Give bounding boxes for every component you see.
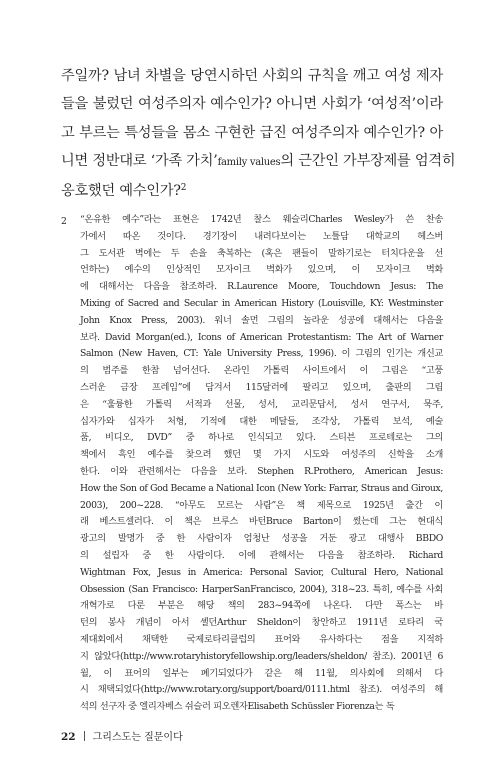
text-segment: 옹호했던 예수인가? xyxy=(61,183,181,200)
book-title: 그리스도는 질문이다 xyxy=(92,732,183,743)
footnote-line: 지 않았다(http://www.rotaryhistoryfellowship.org/leaders/sheldon/ 참조). 2001년 6 xyxy=(80,650,443,662)
footnote-line: John Knox Press, 2003). 워너 솔먼 그림의 놀라운 성공에 대해서는 다음을 xyxy=(80,314,443,326)
footnote-line: 십자가와 십자가 처형, 기적에 대한 메달들, 조각상, 가톨릭 보석, 예술 xyxy=(80,415,443,427)
footnote-line: How the Son of God Became a National Icon (New York: Farrar, Straus and Giroux, xyxy=(80,482,443,494)
footnote-line: 제대회에서 채택한 국제로타리클럽의 표어와 유사하다는 점을 지적하 xyxy=(80,633,443,645)
footnote-line: 스러운 금장 프레임”에 담겨서 115달러에 팔리고 있으며, 출판의 그림 xyxy=(80,381,443,393)
footnote-line: Obsession (San Francisco: HarperSanFrancisco, 2004), 318~23. 특히, 예수를 사회 xyxy=(80,583,443,595)
footnote-line: Wightman Fox, Jesus in America: Personal Savior, Cultural Hero, National xyxy=(80,566,443,578)
text-segment: 의 근간인 가부장제를 엄격히 xyxy=(280,152,456,169)
text-line xyxy=(61,147,456,177)
text-line: 고 부르는 특성들을 몸소 구현한 급진 여성주의자 예수인가? 아 xyxy=(61,124,443,141)
inline-gloss: family values xyxy=(217,156,281,168)
footnote-line: 광고의 발명가 중 한 사람이자 엄청난 성공을 거둔 광고 대행사 BBDO xyxy=(80,533,443,545)
footnote-line: 월, 이 표어의 일부는 폐기되었다가 같은 해 11월, 의사회에 의해서 다 xyxy=(80,667,443,679)
footnote-line: 개혁가로 다룬 부분은 해당 책의 283~94쪽에 나온다. 다만 폭스는 바 xyxy=(80,600,443,612)
footer-divider xyxy=(84,731,85,741)
footnote-line: 의 설립자 중 한 사람이다. 이에 관해서는 다음을 참조하라. Richard xyxy=(80,549,443,561)
footnote-line: 의 범주를 한참 넘어선다. 온라인 가톨릭 사이트에서 이 그림은 “고풍 xyxy=(80,365,443,377)
footnote-line: 보라. David Morgan(ed.), Icons of American Protestantism: The Art of Warner xyxy=(80,331,443,343)
text-line xyxy=(61,177,443,205)
footnote-line: 책에서 흑인 예수를 찾으려 했던 몇 가지 시도와 여성주의 신학을 소개 xyxy=(80,449,443,461)
footnote-line: 그 도서관 벽에는 두 손을 축복하는 (혹은 팬들이 말하기로는 터치다운을 선 xyxy=(80,247,443,259)
footnote-line: 2003), 200~228. “아무도 모르는 사람”은 책 제목으로 1925년 출간 이 xyxy=(80,499,443,511)
footnote-line: 석의 선구자 중 엘리자베스 쉬슬러 피오렌자Elisabeth Schüssler Fiorenza는 독 xyxy=(80,701,395,713)
footnote-line: “온유한 예수”라는 표현은 1742년 찰스 웨슬리Charles Wesley가 쓴 찬송 xyxy=(80,214,443,225)
footnote-line: Mixing of Sacred and Secular in American History (Louisville, KY: Westminster xyxy=(80,297,443,309)
main-text xyxy=(61,62,456,205)
footnote-line: 품, 비디오, DVD” 중 하나로 인식되고 있다. 스티븐 프로테로는 그의 xyxy=(80,432,443,444)
footnote-line: 턴의 봉사 개념이 아서 셸던Arthur Sheldon이 창안하고 1911년 로타리 국 xyxy=(80,617,443,629)
footnote-line: 은 “훌륭한 가톨릭 서적과 선물, 성서, 교리문답서, 성서 연구서, 묵주, xyxy=(80,398,443,410)
footnote-line: 한다. 이와 관련해서는 다음을 보라. Stephen R.Prothero, American Jesus: xyxy=(80,465,443,477)
footnote-line: 가에서 따온 것이다. 경기장이 내려다보이는 노틀담 대학교의 헤스버 xyxy=(80,230,443,242)
footnote-line: 시 채택되었다(http://www.rotary.org/support/board/0111.html 참조). 여성주의 해 xyxy=(80,684,443,696)
page-number: 22 xyxy=(61,731,76,743)
running-footer xyxy=(61,730,183,744)
text-line: 들을 불렀던 여성주의자 예수인가? 아니면 사회가 ‘여성적’이라 xyxy=(61,96,443,113)
footnote-body xyxy=(80,212,443,716)
footnote-line: 래 베스트셀러다. 이 책은 브루스 바턴Bruce Barton이 썼는데 그는 현대식 xyxy=(80,516,443,528)
text-line: 주일까? 남녀 차별을 당연시하던 사회의 규칙을 깨고 여성 제자 xyxy=(61,68,443,84)
footnote-line: 언하는) 예수의 인상적인 모자이크 벽화가 있으며, 이 모자이크 벽화 xyxy=(80,264,443,276)
footnote-number: 2 xyxy=(61,216,67,227)
footnote-line: Salmon (New Haven, CT: Yale University Press, 1996). 이 그림의 인기는 개신교 xyxy=(80,348,443,360)
footnote-line: 에 대해서는 다음을 참조하라. R.Laurence Moore, Touchdown Jesus: The xyxy=(80,281,443,293)
text-segment: 니면 정반대로 ‘가족 가치’ xyxy=(61,152,218,169)
footnote-reference[interactable]: 2 xyxy=(180,183,187,194)
